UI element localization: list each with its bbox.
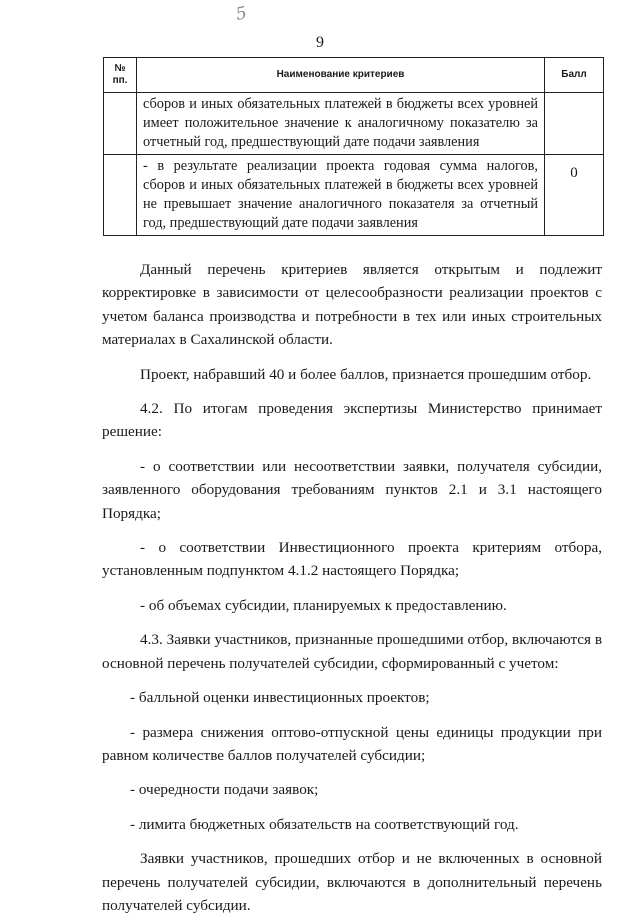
paragraph: 4.2. По итогам проведения экспертизы Министерство принимает решение: bbox=[102, 400, 602, 441]
paragraph: - о соответствии или несоответствии заявки, получателя субсидии, заявленного оборудования требованиям пунктов 2.1 и 3.1 настоящего Порядка; bbox=[102, 457, 602, 522]
header-criteria-name: Наименование критериев bbox=[137, 58, 545, 93]
table-row bbox=[104, 155, 604, 236]
page-number: 9 bbox=[316, 34, 324, 51]
table-row bbox=[104, 93, 604, 155]
paragraph: Заявки участников, прошедших отбор и не включенных в основной перечень получателей субсидии, включаются в дополнительный перечень получателей субсидии. bbox=[102, 850, 602, 914]
criteria-cell bbox=[137, 93, 545, 155]
row-num-cell bbox=[104, 155, 137, 236]
criteria-cell bbox=[137, 155, 545, 236]
criteria-text: - в результате реализации проекта годовая сумма налогов, сборов и иных обязательных платежей в бюджеты всех уровней не превышает значение аналогичного показателя за отчетный год, предшествующий дате подачи заявления bbox=[143, 158, 538, 231]
paragraph: Данный перечень критериев является открытым и подлежит корректировке в зависимости от целесообразности реализации проектов с учетом баланса производства и потребности в тех или иных строительных материалах в Сахалинской области. bbox=[102, 261, 602, 349]
paragraph: - о соответствии Инвестиционного проекта критериям отбора, установленным подпунктом 4.1.2 настоящего Порядка; bbox=[102, 539, 602, 580]
score-cell bbox=[545, 93, 604, 155]
paragraph: - лимита бюджетных обязательств на соответствующий год. bbox=[130, 815, 519, 833]
paragraph: - балльной оценки инвестиционных проектов; bbox=[130, 689, 430, 707]
paragraph: - об объемах субсидии, планируемых к предоставлению. bbox=[140, 596, 507, 614]
paragraph: - размера снижения оптово-отпускной цены единицы продукции при равном количестве баллов получателей субсидии; bbox=[102, 723, 602, 764]
score-cell bbox=[545, 155, 604, 236]
criteria-table bbox=[103, 57, 604, 236]
body-text bbox=[102, 258, 602, 917]
header-score: Балл bbox=[545, 58, 604, 93]
header-num: № пп. bbox=[104, 58, 137, 93]
table-header-row bbox=[104, 58, 604, 93]
row-num-cell bbox=[104, 93, 137, 155]
paragraph: Проект, набравший 40 и более баллов, признается прошедшим отбор. bbox=[140, 365, 592, 383]
paragraph: - очередности подачи заявок; bbox=[130, 781, 319, 799]
score-value bbox=[545, 93, 603, 103]
score-value: 0 bbox=[570, 165, 578, 181]
paragraph: 4.3. Заявки участников, признанные прошедшими отбор, включаются в основной перечень получателей субсидии, сформированный с учетом: bbox=[102, 631, 602, 672]
criteria-text: сборов и иных обязательных платежей в бюджеты всех уровней имеет положительное значение к аналогичному показателю за отчетный год, предшествующий дате подачи заявления bbox=[143, 96, 538, 150]
handwritten-page-mark: 5 bbox=[234, 3, 249, 25]
